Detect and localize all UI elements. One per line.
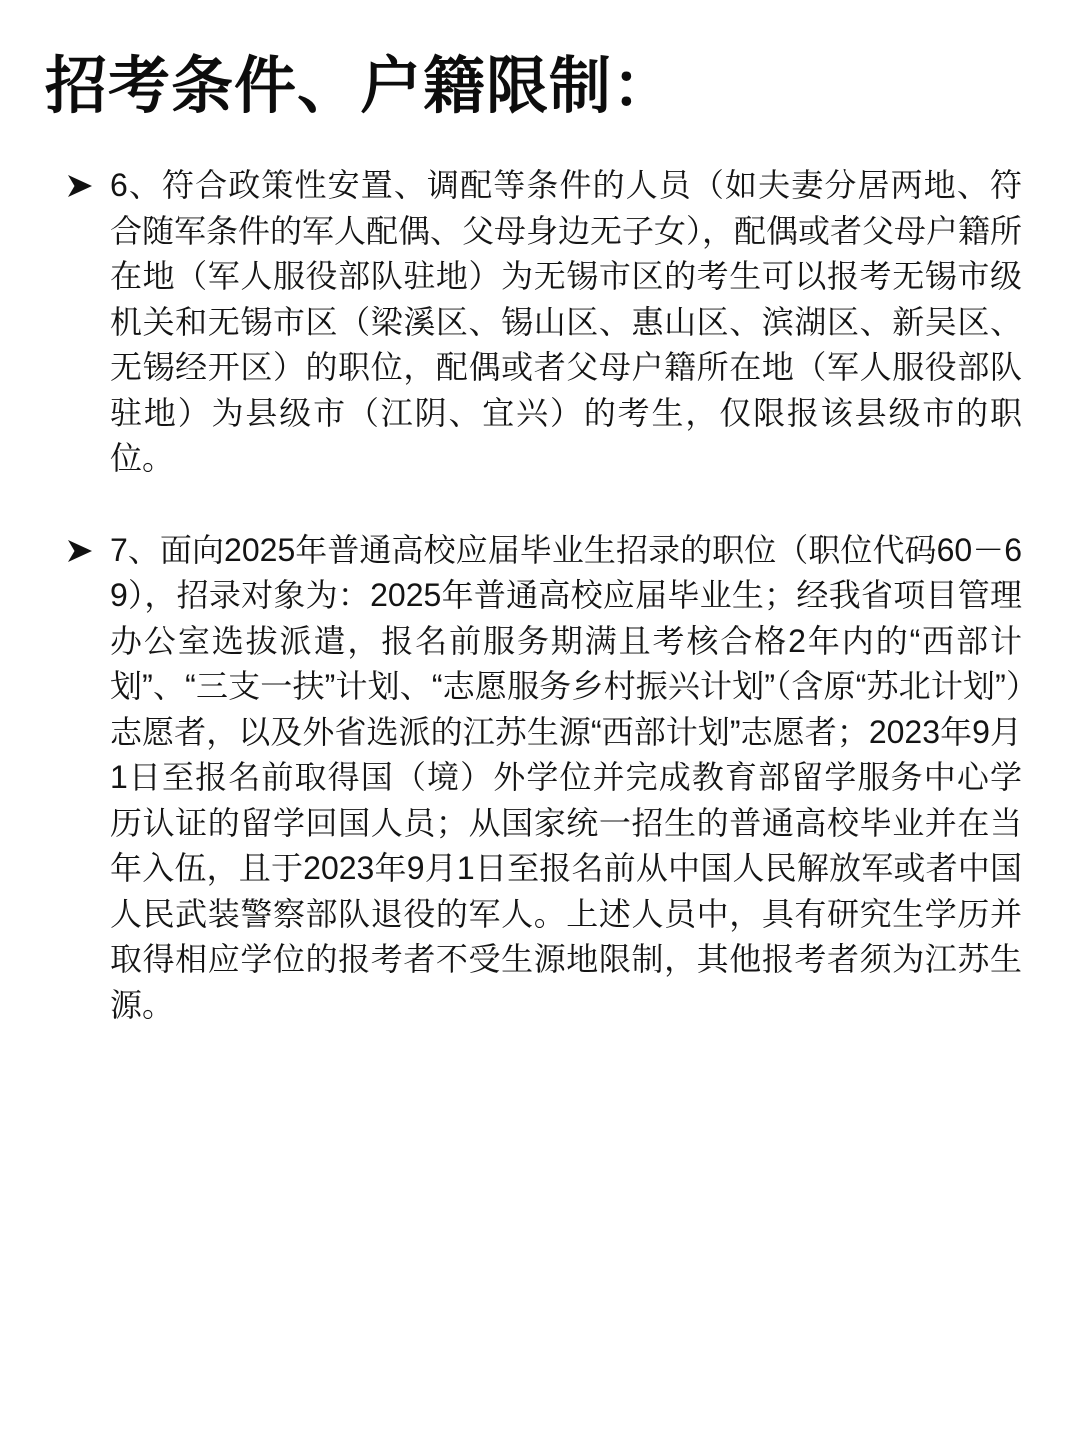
item-6-text: 6、符合政策性安置、调配等条件的人员（如夫妻分居两地、符合随军条件的军人配偶、父母身边无子女），配偶或者父母户籍所在地（军人服役部队驻地）为无锡市区的考生可以报考无锡市级机关和无锡市区（梁溪区、锡山区、惠山区、滨湖区、新吴区、无锡经开区）的职位，配偶或者父母户籍所在地（军人服役部队驻地）为县级市（江阴、宜兴）的考生，仅限报该县级市的职位。 (110, 167, 1023, 477)
page-title: 招考条件、户籍限制： (45, 52, 676, 121)
arrowhead-right-bullet-icon (66, 537, 94, 565)
list-item-7 (45, 528, 1022, 1029)
list-item-6 (45, 163, 1022, 482)
bullet-list (45, 163, 1022, 1028)
item-7-text: 7、面向2025年普通高校应届毕业生招录的职位（职位代码60－69），招录对象为：2025年普通高校应届毕业生；经我省项目管理办公室选拔派遣，报名前服务期满且考核合格2年内的“西部计划”、“三支一扶”计划、“志愿服务乡村振兴计划”（含原“苏北计划”）志愿者，以及外省选派的江苏生源“西部计划”志愿者；2023年9月1日至报名前取得国（境）外学位并完成教育部留学服务中心学历认证的留学回国人员；从国家统一招生的普通高校毕业并在当年入伍，且于2023年9月1日至报名前从中国人民解放军或者中国人民武装警察部队退役的军人。上述人员中，具有研究生学历并取得相应学位的报考者不受生源地限制，其他报考者须为江苏生源。 (110, 531, 1022, 1023)
arrowhead-right-bullet-icon (66, 172, 94, 200)
